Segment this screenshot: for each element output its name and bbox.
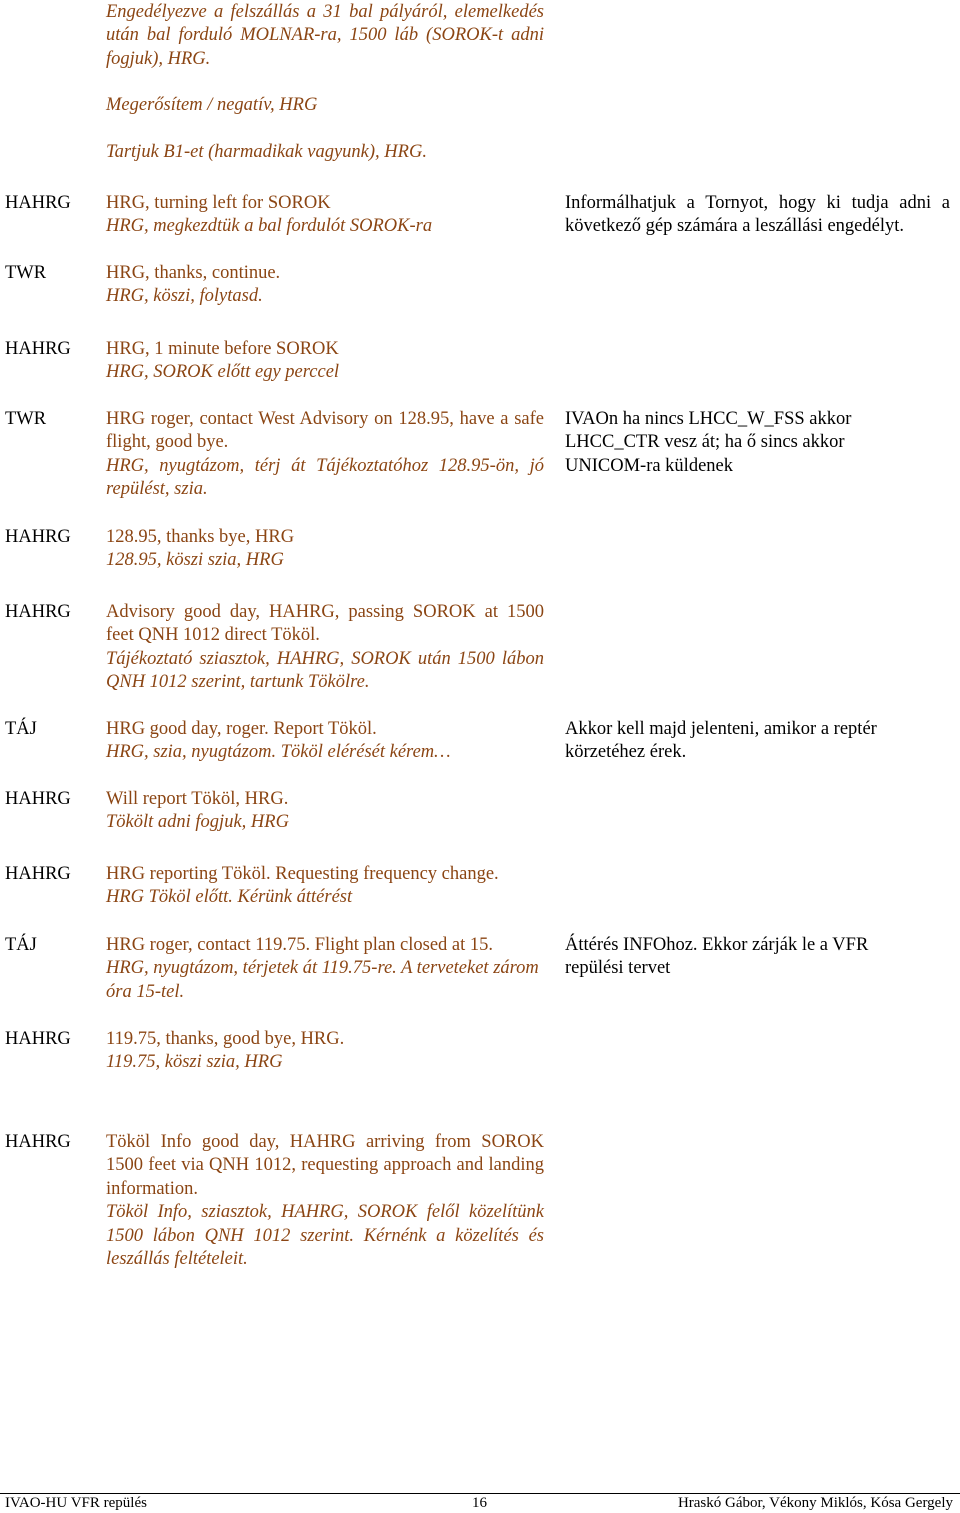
hungarian-text: HRG, nyugtázom, térj át Tájékoztatóhoz 128.95-ön, jó repülést, szia. <box>106 455 544 500</box>
hungarian-text: Tökölt adni fogjuk, HRG <box>106 812 289 833</box>
message <box>106 338 544 385</box>
english-text: HRG, thanks, continue. <box>106 263 281 283</box>
speaker-label: HAHRG <box>5 864 71 884</box>
english-text: 128.95, thanks bye, HRG <box>106 527 295 547</box>
english-text: Advisory good day, HAHRG, passing SOROK at 1500 feet QNH 1012 direct Tököl. <box>106 602 544 646</box>
english-text: HRG good day, roger. Report Tököl. <box>106 719 377 739</box>
speaker-label: TÁJ <box>5 719 37 739</box>
speaker-label: HAHRG <box>5 193 71 213</box>
english-text: Will report Tököl, HRG. <box>106 789 289 809</box>
message <box>106 94 544 117</box>
speaker-label: TÁJ <box>5 935 37 955</box>
message <box>106 718 544 765</box>
english-text: Tököl Info good day, HAHRG arriving from SOROK 1500 feet via QNH 1012, requesting approach and landing information. <box>106 1132 544 1199</box>
speaker-label: HAHRG <box>5 789 71 809</box>
message <box>106 788 544 835</box>
hungarian-text: HRG, szia, nyugtázom. Tököl elérését kérem… <box>106 742 451 763</box>
hungarian-text: Tájékoztató sziasztok, HAHRG, SOROK után 1500 lábon QNH 1012 szerint, tartunk Tökölre. <box>106 648 544 693</box>
hungarian-text: 128.95, köszi szia, HRG <box>106 550 284 571</box>
note: IVAOn ha nincs LHCC_W_FSS akkor LHCC_CTR vesz át; ha ő sincs akkor UNICOM-ra küldenek <box>565 409 852 476</box>
hungarian-text: HRG, nyugtázom, térjetek át 119.75-re. A terveteket zárom óra 15-tel. <box>106 958 539 1002</box>
message <box>106 934 544 1004</box>
message <box>106 262 544 309</box>
english-text: HRG roger, contact West Advisory on 128.95, have a safe flight, good bye. <box>106 409 544 453</box>
english-text: HRG, turning left for SOROK <box>106 193 331 213</box>
speaker-label: HAHRG <box>5 602 71 622</box>
english-text: 119.75, thanks, good bye, HRG. <box>106 1029 345 1049</box>
hungarian-text: Megerősítem / negatív, HRG <box>106 95 318 115</box>
page-number: 16 <box>472 1495 487 1511</box>
hungarian-text: Engedélyezve a felszállás a 31 bal pályáról, elemelkedés után bal forduló MOLNAR-ra, 1500 láb (SOROK-t adni fogjuk), HRG. <box>106 2 544 69</box>
hungarian-text: HRG, SOROK előtt egy perccel <box>106 362 340 383</box>
english-text: HRG roger, contact 119.75. Flight plan closed at 15. <box>106 935 494 955</box>
message <box>106 1 544 71</box>
message <box>106 408 544 502</box>
note: Informálhatjuk a Tornyot, hogy ki tudja adni a következő gép számára a leszállási engedélyt. <box>565 193 950 237</box>
hungarian-text: HRG, köszi, folytasd. <box>106 286 263 307</box>
hungarian-text: Tartjuk B1-et (harmadikak vagyunk), HRG. <box>106 142 427 162</box>
speaker-label: TWR <box>5 409 47 429</box>
footer-title: IVAO-HU VFR repülés <box>5 1495 147 1511</box>
speaker-label: HAHRG <box>5 527 71 547</box>
speaker-label: HAHRG <box>5 1132 71 1152</box>
hungarian-text: Tököl Info, sziasztok, HAHRG, SOROK felől közelítünk 1500 lábon QNH 1012 szerint. Kérnénk a közelítés és leszállás feltételeit. <box>106 1202 544 1270</box>
english-text: HRG, 1 minute before SOROK <box>106 339 339 359</box>
speaker-label: TWR <box>5 263 47 283</box>
message <box>106 526 544 573</box>
message <box>106 141 544 164</box>
note: Áttérés INFOhoz. Ekkor zárják le a VFR repülési tervet <box>565 935 869 979</box>
hungarian-text: 119.75, köszi szia, HRG <box>106 1052 283 1073</box>
speaker-label: HAHRG <box>5 339 71 359</box>
note: Akkor kell majd jelenteni, amikor a reptér körzetéhez érek. <box>565 719 877 763</box>
english-text: HRG reporting Tököl. Requesting frequency change. <box>106 864 499 884</box>
hungarian-text: HRG Tököl előtt. Kérünk áttérést <box>106 887 353 908</box>
message <box>106 1028 544 1075</box>
hungarian-text: HRG, megkezdtük a bal fordulót SOROK-ra <box>106 216 433 237</box>
footer-authors: Hraskó Gábor, Vékony Miklós, Kósa Gergely <box>677 1495 953 1511</box>
message <box>106 192 544 239</box>
message <box>106 601 544 695</box>
message <box>106 863 556 910</box>
speaker-label: HAHRG <box>5 1029 71 1049</box>
message <box>106 1131 544 1271</box>
